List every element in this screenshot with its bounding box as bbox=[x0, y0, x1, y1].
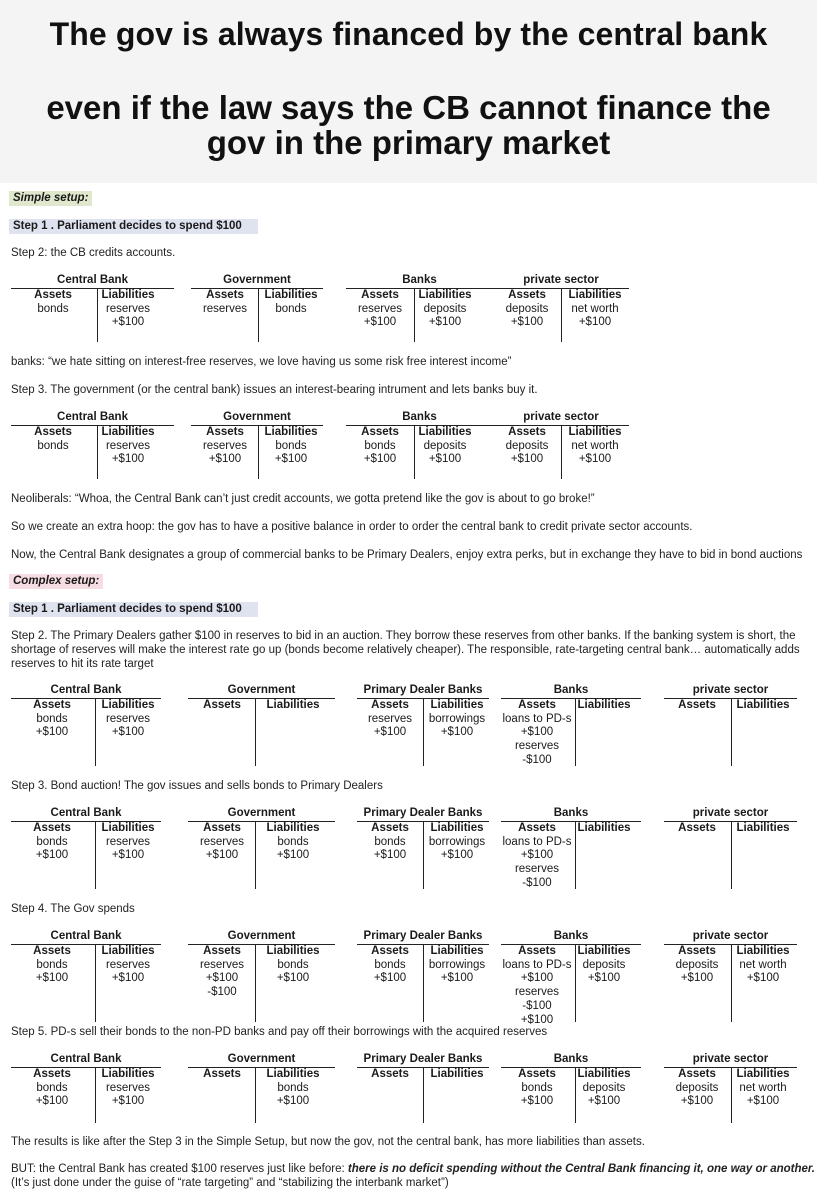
account-title: Primary Dealer Banks bbox=[363, 684, 483, 696]
liabilities-entry: net worth bbox=[571, 439, 619, 452]
complex-setup-label: Complex setup: bbox=[9, 574, 103, 589]
assets-header: Assets bbox=[518, 1068, 556, 1080]
assets-header: Assets bbox=[371, 1068, 409, 1080]
liabilities-header: Liabilities bbox=[418, 426, 472, 438]
assets-entry: bonds bbox=[374, 958, 406, 971]
liabilities-header: Liabilities bbox=[264, 289, 318, 301]
liabilities-entry: reserves bbox=[105, 1081, 151, 1094]
assets-header: Assets bbox=[206, 426, 244, 438]
assets-entry: +$100 bbox=[680, 972, 714, 985]
liabilities-column bbox=[246, 289, 336, 316]
liabilities-entry: +$100 bbox=[746, 1095, 780, 1108]
t-account-government bbox=[188, 1053, 335, 1123]
t-account-government bbox=[191, 274, 323, 342]
assets-entry: bonds bbox=[364, 439, 396, 452]
assets-entry: bonds bbox=[36, 835, 68, 848]
assets-entry: deposits bbox=[675, 958, 719, 971]
liabilities-column bbox=[718, 699, 808, 713]
assets-header: Assets bbox=[34, 426, 72, 438]
account-title: private sector bbox=[692, 930, 769, 942]
assets-entry: +$100 bbox=[373, 972, 407, 985]
account-title: private sector bbox=[523, 274, 599, 286]
liabilities-entry: +$100 bbox=[440, 849, 474, 862]
liabilities-entry: net worth bbox=[739, 958, 787, 971]
assets-entry: -$100 bbox=[522, 999, 552, 1012]
liabilities-header: Liabilities bbox=[430, 699, 484, 711]
t-account-private-sector bbox=[664, 684, 797, 766]
assets-header: Assets bbox=[678, 699, 716, 711]
liabilities-header: Liabilities bbox=[736, 945, 790, 957]
t-account-central-bank bbox=[11, 411, 174, 479]
liabilities-header: Liabilities bbox=[577, 822, 631, 834]
t-account-private-sector bbox=[493, 274, 629, 342]
liabilities-header: Liabilities bbox=[101, 822, 155, 834]
text-c-step3: Step 3. Bond auction! The gov issues and sells bonds to Primary Dealers bbox=[11, 780, 383, 792]
assets-header: Assets bbox=[33, 699, 71, 711]
liabilities-column bbox=[559, 822, 649, 836]
liabilities-entry: +$100 bbox=[111, 453, 145, 466]
t-account-primary-dealer-banks bbox=[357, 684, 489, 766]
assets-header: Assets bbox=[34, 289, 72, 301]
assets-entry: reserves bbox=[514, 740, 560, 753]
assets-header: Assets bbox=[371, 822, 409, 834]
text-c-step4: Step 4. The Gov spends bbox=[11, 903, 135, 915]
liabilities-entry: bonds bbox=[275, 302, 307, 315]
t-account-government bbox=[191, 411, 323, 479]
assets-entry: reserves bbox=[199, 835, 245, 848]
account-title: Banks bbox=[402, 274, 437, 286]
text-c-step1: Step 1 . Parliament decides to spend $100 bbox=[9, 602, 258, 617]
liabilities-entry: deposits bbox=[423, 302, 467, 315]
t-account-private-sector bbox=[493, 411, 629, 479]
liabilities-column bbox=[83, 289, 173, 330]
t-account-central-bank bbox=[11, 684, 161, 766]
liabilities-column bbox=[400, 426, 490, 467]
assets-header: Assets bbox=[678, 1068, 716, 1080]
t-account-banks bbox=[346, 274, 493, 342]
assets-header: Assets bbox=[203, 945, 241, 957]
assets-entry: deposits bbox=[675, 1081, 719, 1094]
liabilities-column bbox=[412, 699, 502, 740]
assets-header: Assets bbox=[361, 426, 399, 438]
liabilities-entry: +$100 bbox=[587, 1095, 621, 1108]
assets-entry: reserves bbox=[199, 958, 245, 971]
t-account-private-sector bbox=[664, 807, 797, 889]
assets-entry: reserves bbox=[514, 863, 560, 876]
conclusion-lead: BUT: the Central Bank has created $100 reserves just like before: bbox=[11, 1163, 348, 1175]
assets-header: Assets bbox=[678, 822, 716, 834]
assets-entry: -$100 bbox=[522, 876, 552, 889]
assets-entry: +$100 bbox=[520, 1095, 554, 1108]
assets-entry: +$100 bbox=[373, 849, 407, 862]
liabilities-entry: +$100 bbox=[276, 1095, 310, 1108]
assets-entry: deposits bbox=[505, 302, 549, 315]
assets-entry: bonds bbox=[37, 439, 69, 452]
assets-entry: deposits bbox=[505, 439, 549, 452]
liabilities-header: Liabilities bbox=[101, 426, 155, 438]
liabilities-header: Liabilities bbox=[568, 426, 622, 438]
assets-entry: loans to PD-s bbox=[502, 835, 572, 848]
liabilities-entry: deposits bbox=[423, 439, 467, 452]
liabilities-header: Liabilities bbox=[736, 822, 790, 834]
liabilities-header: Liabilities bbox=[101, 699, 155, 711]
liabilities-header: Liabilities bbox=[736, 1068, 790, 1080]
liabilities-entry: +$100 bbox=[276, 849, 310, 862]
t-account-primary-dealer-banks bbox=[357, 807, 489, 889]
t-account-central-bank bbox=[11, 274, 174, 342]
assets-entry: +$100 bbox=[205, 972, 239, 985]
liabilities-entry: +$100 bbox=[111, 972, 145, 985]
liabilities-entry: +$100 bbox=[274, 453, 308, 466]
t-account-central-bank bbox=[11, 930, 161, 1022]
t-account-government bbox=[188, 930, 335, 1022]
account-title: private sector bbox=[692, 807, 769, 819]
account-title: Primary Dealer Banks bbox=[363, 1053, 483, 1065]
account-title: Central Bank bbox=[57, 274, 128, 286]
assets-header: Assets bbox=[203, 1068, 241, 1080]
assets-entry: +$100 bbox=[35, 726, 69, 739]
account-title: Banks bbox=[553, 1053, 589, 1065]
t-account-private-sector bbox=[664, 930, 797, 1022]
liabilities-entry: bonds bbox=[277, 835, 309, 848]
liabilities-column bbox=[559, 1068, 649, 1109]
assets-header: Assets bbox=[371, 945, 409, 957]
assets-entry: reserves bbox=[202, 302, 248, 315]
liabilities-entry: +$100 bbox=[276, 972, 310, 985]
text-s-banks-quote: banks: “we hate sitting on interest-free reserves, we love having us some risk free interest income” bbox=[11, 356, 512, 368]
assets-entry: +$100 bbox=[510, 453, 544, 466]
liabilities-column bbox=[248, 699, 338, 713]
text-s-step2: Step 2: the CB credits accounts. bbox=[11, 247, 176, 259]
t-account-private-sector bbox=[664, 1053, 797, 1123]
assets-header: Assets bbox=[361, 289, 399, 301]
t-account-central-bank bbox=[11, 807, 161, 889]
liabilities-header: Liabilities bbox=[101, 289, 155, 301]
account-title: Government bbox=[223, 274, 291, 286]
assets-entry: +$100 bbox=[205, 849, 239, 862]
liabilities-column bbox=[83, 426, 173, 467]
assets-entry: +$100 bbox=[363, 316, 397, 329]
liabilities-column bbox=[83, 822, 173, 863]
account-title: Banks bbox=[553, 930, 589, 942]
liabilities-entry: borrowings bbox=[428, 958, 486, 971]
text-footnote: (It’s just done under the guise of “rate targeting” and “stabilizing the interbank market”) bbox=[11, 1177, 449, 1189]
liabilities-header: Liabilities bbox=[264, 426, 318, 438]
text-neolib: Neoliberals: “Whoa, the Central Bank can’t just credit accounts, we gotta pretend like the gov is about to go broke!” bbox=[11, 493, 595, 505]
assets-header: Assets bbox=[206, 289, 244, 301]
assets-header: Assets bbox=[203, 699, 241, 711]
liabilities-entry: +$100 bbox=[111, 1095, 145, 1108]
account-title: Government bbox=[227, 684, 296, 696]
assets-header: Assets bbox=[508, 289, 546, 301]
liabilities-entry: deposits bbox=[582, 1081, 626, 1094]
title-banner bbox=[0, 0, 817, 183]
assets-header: Assets bbox=[371, 699, 409, 711]
liabilities-column bbox=[550, 289, 640, 330]
page-subtitle: even if the law says the CB cannot finance the gov in the primary market bbox=[46, 89, 771, 161]
account-title: Central Bank bbox=[50, 930, 122, 942]
text-c-step2: Step 2. The Primary Dealers gather $100 in reserves to bid in an auction. They borrow these reserves from other banks. If the banking system is short, the shortage of reserves will make the interest rate go up (bonds become relatively cheaper). The responsible, rate-targeting central bank… automatically adds reserves to hit its rate target bbox=[11, 630, 800, 670]
liabilities-column bbox=[412, 822, 502, 863]
account-title: Government bbox=[227, 930, 296, 942]
liabilities-header: Liabilities bbox=[430, 1068, 484, 1080]
account-title: Primary Dealer Banks bbox=[363, 807, 483, 819]
account-title: Government bbox=[223, 411, 291, 423]
liabilities-entry: bonds bbox=[277, 958, 309, 971]
assets-header: Assets bbox=[518, 822, 556, 834]
liabilities-header: Liabilities bbox=[266, 945, 320, 957]
liabilities-header: Liabilities bbox=[266, 699, 320, 711]
conclusion-emphasis: there is no deficit spending without the Central Bank financing it, one way or another. bbox=[347, 1163, 815, 1175]
liabilities-header: Liabilities bbox=[101, 1068, 155, 1080]
liabilities-column bbox=[412, 945, 502, 986]
t-account-government bbox=[188, 807, 335, 889]
liabilities-header: Liabilities bbox=[577, 1068, 631, 1080]
assets-entry: -$100 bbox=[207, 986, 237, 999]
liabilities-entry: borrowings bbox=[428, 835, 486, 848]
liabilities-entry: net worth bbox=[739, 1081, 787, 1094]
liabilities-entry: +$100 bbox=[111, 849, 145, 862]
liabilities-header: Liabilities bbox=[430, 945, 484, 957]
liabilities-entry: borrowings bbox=[428, 712, 486, 725]
liabilities-entry: +$100 bbox=[578, 453, 612, 466]
liabilities-entry: reserves bbox=[105, 712, 151, 725]
text-s-step1: Step 1 . Parliament decides to spend $100 bbox=[9, 219, 258, 234]
account-title: private sector bbox=[692, 684, 769, 696]
liabilities-column bbox=[718, 945, 808, 986]
assets-entry: +$100 bbox=[373, 726, 407, 739]
assets-entry: +$100 bbox=[208, 453, 242, 466]
assets-entry: +$100 bbox=[520, 1013, 554, 1026]
assets-entry: bonds bbox=[521, 1081, 553, 1094]
liabilities-column bbox=[83, 1068, 173, 1109]
assets-entry: loans to PD-s bbox=[502, 958, 572, 971]
liabilities-entry: +$100 bbox=[746, 972, 780, 985]
assets-entry: reserves bbox=[202, 439, 248, 452]
assets-entry: +$100 bbox=[520, 972, 554, 985]
assets-entry: bonds bbox=[36, 712, 68, 725]
simple-setup-label: Simple setup: bbox=[9, 191, 92, 206]
account-title: Government bbox=[227, 1053, 296, 1065]
t-account-banks bbox=[501, 684, 641, 766]
liabilities-entry: reserves bbox=[105, 958, 151, 971]
liabilities-column bbox=[550, 426, 640, 467]
liabilities-column bbox=[248, 822, 338, 863]
page-title: The gov is always financed by the central bank bbox=[49, 16, 768, 52]
assets-entry: +$100 bbox=[35, 1095, 69, 1108]
account-title: Primary Dealer Banks bbox=[363, 930, 483, 942]
liabilities-header: Liabilities bbox=[266, 1068, 320, 1080]
liabilities-entry: +$100 bbox=[587, 972, 621, 985]
account-title: private sector bbox=[692, 1053, 769, 1065]
liabilities-entry: net worth bbox=[571, 302, 619, 315]
t-account-banks bbox=[501, 1053, 641, 1123]
liabilities-entry: reserves bbox=[105, 835, 151, 848]
t-account-primary-dealer-banks bbox=[357, 930, 489, 1022]
liabilities-column bbox=[559, 699, 649, 713]
liabilities-entry: +$100 bbox=[578, 316, 612, 329]
t-account-banks bbox=[501, 807, 641, 889]
assets-header: Assets bbox=[518, 699, 556, 711]
account-title: Banks bbox=[402, 411, 437, 423]
liabilities-column bbox=[83, 945, 173, 986]
assets-entry: reserves bbox=[367, 712, 413, 725]
liabilities-column bbox=[718, 1068, 808, 1109]
assets-entry: +$100 bbox=[35, 972, 69, 985]
liabilities-header: Liabilities bbox=[577, 945, 631, 957]
assets-header: Assets bbox=[678, 945, 716, 957]
assets-entry: bonds bbox=[36, 958, 68, 971]
liabilities-column bbox=[718, 822, 808, 836]
assets-entry: loans to PD-s bbox=[502, 712, 572, 725]
assets-entry: +$100 bbox=[35, 849, 69, 862]
liabilities-entry: reserves bbox=[105, 302, 151, 315]
account-title: Central Bank bbox=[50, 807, 122, 819]
liabilities-column bbox=[83, 699, 173, 740]
text-c-step5: Step 5. PD-s sell their bonds to the non-PD banks and pay off their borrowings with the acquired reserves bbox=[11, 1026, 548, 1038]
assets-entry: +$100 bbox=[510, 316, 544, 329]
assets-entry: +$100 bbox=[520, 726, 554, 739]
assets-header: Assets bbox=[508, 426, 546, 438]
assets-entry: -$100 bbox=[522, 753, 552, 766]
assets-entry: reserves bbox=[357, 302, 403, 315]
assets-header: Assets bbox=[33, 945, 71, 957]
assets-header: Assets bbox=[33, 822, 71, 834]
liabilities-column bbox=[412, 1068, 502, 1082]
liabilities-header: Liabilities bbox=[568, 289, 622, 301]
assets-header: Assets bbox=[33, 1068, 71, 1080]
liabilities-entry: +$100 bbox=[440, 726, 474, 739]
account-title: Central Bank bbox=[50, 684, 122, 696]
assets-entry: +$100 bbox=[363, 453, 397, 466]
liabilities-entry: +$100 bbox=[440, 972, 474, 985]
liabilities-entry: +$100 bbox=[428, 453, 462, 466]
assets-entry: bonds bbox=[36, 1081, 68, 1094]
liabilities-column bbox=[248, 945, 338, 986]
text-result: The results is like after the Step 3 in the Simple Setup, but now the gov, not the central bank, has more liabilities than assets. bbox=[11, 1136, 645, 1148]
liabilities-column bbox=[248, 1068, 338, 1109]
account-title: Banks bbox=[553, 684, 589, 696]
text-s-step3: Step 3. The government (or the central bank) issues an interest-bearing intrument and lets banks buy it. bbox=[11, 384, 538, 396]
liabilities-header: Liabilities bbox=[736, 699, 790, 711]
t-account-government bbox=[188, 684, 335, 766]
t-account-banks bbox=[346, 411, 493, 479]
account-title: Central Bank bbox=[50, 1053, 122, 1065]
liabilities-header: Liabilities bbox=[266, 822, 320, 834]
text-hoop: So we create an extra hoop: the gov has to have a positive balance in order to order the central bank to credit private sector accounts. bbox=[11, 521, 693, 533]
liabilities-column bbox=[246, 426, 336, 467]
account-title: private sector bbox=[523, 411, 599, 423]
assets-header: Assets bbox=[518, 945, 556, 957]
liabilities-column bbox=[400, 289, 490, 330]
account-title: Banks bbox=[553, 807, 589, 819]
liabilities-column bbox=[559, 945, 649, 986]
liabilities-header: Liabilities bbox=[418, 289, 472, 301]
assets-entry: +$100 bbox=[680, 1095, 714, 1108]
text-dealers: Now, the Central Bank designates a group of commercial banks to be Primary Dealers, enjoy extra perks, but in exchange they have to bid in bond auctions bbox=[11, 549, 803, 561]
assets-entry: bonds bbox=[374, 835, 406, 848]
liabilities-entry: +$100 bbox=[428, 316, 462, 329]
assets-header: Assets bbox=[203, 822, 241, 834]
liabilities-entry: bonds bbox=[277, 1081, 309, 1094]
conclusion-text bbox=[11, 1163, 815, 1175]
assets-entry: reserves bbox=[514, 986, 560, 999]
liabilities-entry: reserves bbox=[105, 439, 151, 452]
liabilities-header: Liabilities bbox=[101, 945, 155, 957]
account-title: Government bbox=[227, 807, 296, 819]
t-account-banks bbox=[501, 930, 641, 1026]
account-title: Central Bank bbox=[57, 411, 128, 423]
assets-entry: bonds bbox=[37, 302, 69, 315]
liabilities-entry: +$100 bbox=[111, 316, 145, 329]
liabilities-entry: bonds bbox=[275, 439, 307, 452]
liabilities-entry: deposits bbox=[582, 958, 626, 971]
t-account-primary-dealer-banks bbox=[357, 1053, 489, 1123]
assets-entry: +$100 bbox=[520, 849, 554, 862]
liabilities-header: Liabilities bbox=[430, 822, 484, 834]
t-account-central-bank bbox=[11, 1053, 161, 1123]
liabilities-header: Liabilities bbox=[577, 699, 631, 711]
liabilities-entry: +$100 bbox=[111, 726, 145, 739]
